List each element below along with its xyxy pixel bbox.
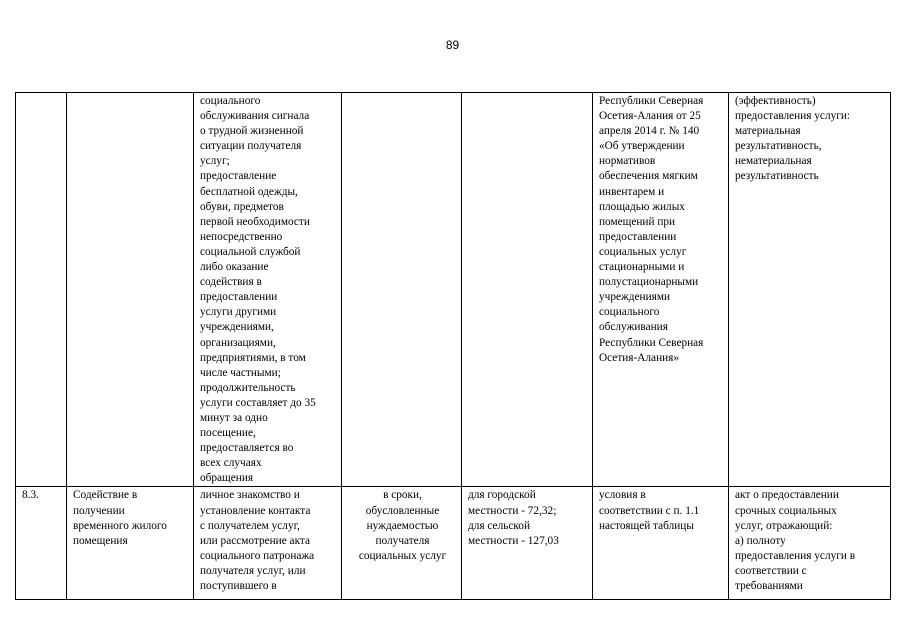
cell-text-line: соответствии с п. 1.1 [599, 504, 700, 517]
cell-text-line: 8.3. [22, 489, 39, 502]
cell-text-line: социальных услуг [599, 245, 687, 258]
cell-text-line: учреждениями [599, 291, 671, 304]
cell-text-line: социального патронажа [200, 549, 315, 562]
cell-text-line: а) полноту [735, 534, 786, 547]
cell-text-line: нормативов [599, 155, 656, 168]
cell-text-line: первой необходимости [200, 215, 310, 228]
table-row [16, 487, 891, 600]
cell-text-line: результативность, [735, 140, 822, 153]
cell-text-line: материальная [735, 125, 801, 138]
cell-text-line: предоставления услуги в [735, 549, 856, 562]
cell-text-line: помещений при [599, 215, 676, 228]
cell-text-line: нуждаемостью [366, 519, 439, 532]
cell-service-name [67, 487, 194, 600]
cell-text-line: всех случаях [200, 457, 262, 470]
cell-service-name [67, 93, 194, 487]
cell-text-line: предоставлении [599, 230, 677, 243]
table-row [16, 93, 891, 487]
cell-text-line: или рассмотрение акта [200, 534, 311, 547]
cell-text-line: нематериальная [735, 155, 812, 168]
cell-text-line: помещения [73, 534, 128, 547]
cell-conditions [593, 487, 729, 600]
cell-text-line: полустационарными [599, 276, 699, 289]
cell-service-terms [342, 487, 462, 600]
cell-text-line: предоставления услуги: [735, 110, 851, 123]
cell-text-line: содействия в [200, 276, 262, 289]
cell-text-line: обусловленные [365, 504, 440, 517]
cell-text-line: условия в [599, 489, 646, 502]
cell-text-line: минут за одно [200, 411, 268, 424]
services-table [15, 92, 891, 600]
cell-number [16, 487, 67, 600]
cell-text-line: услуги составляет до 35 [200, 396, 316, 409]
cell-text-line: учреждениями, [200, 321, 274, 334]
cell-text-line: Осетия-Алания» [599, 351, 680, 364]
cell-text-line: обслуживания [599, 321, 668, 334]
cell-text-line: стационарными и [599, 261, 685, 274]
cell-text-line: инвентарем и [599, 185, 665, 198]
cell-text-line: услуг; [200, 155, 230, 168]
cell-text-line: организациями, [200, 336, 276, 349]
cell-text-line: получателя [375, 534, 430, 547]
cell-text-line: соответствии с [735, 564, 807, 577]
page-number: 89 [445, 38, 460, 52]
cell-text-line: ситуации получателя [200, 140, 302, 153]
cell-text-line: поступившего в [200, 580, 277, 592]
cell-text-line: социальных услуг [358, 549, 447, 562]
cell-text-line: с получателем услуг, [200, 519, 300, 532]
cell-text-line: Осетия-Алания от 25 [599, 110, 701, 123]
cell-text-line: требованиями [735, 580, 803, 592]
cell-text-line: предоставление [200, 170, 277, 183]
cell-text-line: настоящей таблицы [599, 519, 694, 532]
cell-service-description [194, 93, 342, 487]
cell-text-line: местности - 72,32; [468, 504, 557, 517]
cell-text-line: площадью жилых [599, 200, 685, 213]
cell-tariff [462, 487, 593, 600]
cell-text-line: услуги другими [200, 306, 277, 319]
cell-conditions [593, 93, 729, 487]
cell-text-line: апреля 2014 г. № 140 [599, 125, 700, 138]
cell-text-line: социального [599, 306, 660, 319]
cell-text-line: бесплатной одежды, [200, 185, 298, 198]
cell-text-line: Республики Северная [599, 336, 704, 349]
cell-service-description [194, 487, 342, 600]
cell-text-line: социального [200, 95, 261, 107]
cell-text-line: обуви, предметов [200, 200, 284, 213]
cell-text-line: обслуживания сигнала [200, 110, 310, 123]
cell-text-line: срочных социальных [735, 504, 837, 517]
cell-text-line: для сельской [468, 519, 530, 532]
cell-text-line: Содействие в [73, 489, 138, 502]
cell-text-line: получении [73, 504, 125, 517]
cell-text-line: для городской [468, 489, 536, 502]
cell-text-line: обеспечения мягким [599, 170, 698, 183]
cell-service-terms [342, 93, 462, 487]
cell-text-line: в сроки, [383, 489, 422, 502]
cell-text-line: установление контакта [200, 504, 311, 517]
cell-text-line: непосредственно [200, 230, 283, 243]
cell-text-line: предоставляется во [200, 442, 294, 455]
cell-quality-indicators [729, 93, 891, 487]
cell-text-line: «Об утверждении [599, 140, 685, 153]
cell-text-line: предприятиями, в том [200, 351, 306, 364]
cell-text-line: местности - 127,03 [468, 534, 559, 547]
cell-text-line: социальной службой [200, 245, 301, 258]
cell-text-line: результативность [735, 170, 819, 183]
cell-text-line: временного жилого [73, 519, 167, 532]
cell-text-line: числе частными; [200, 366, 281, 379]
cell-text-line: (эффективность) [735, 95, 816, 107]
cell-text-line: обращения [200, 472, 254, 485]
cell-text-line: предоставлении [200, 291, 278, 304]
cell-text-line: либо оказание [200, 261, 269, 274]
cell-text-line: Республики Северная [599, 95, 704, 107]
cell-text-line: акт о предоставлении [735, 489, 839, 502]
cell-text-line: о трудной жизненной [200, 125, 304, 138]
cell-text-line: личное знакомство и [200, 489, 300, 502]
cell-number [16, 93, 67, 487]
cell-quality-indicators [729, 487, 891, 600]
cell-tariff [462, 93, 593, 487]
cell-text-line: получателя услуг, или [200, 564, 306, 577]
cell-text-line: продолжительность [200, 381, 296, 394]
cell-text-line: услуг, отражающий: [735, 519, 833, 532]
cell-text-line: посещение, [200, 427, 256, 440]
